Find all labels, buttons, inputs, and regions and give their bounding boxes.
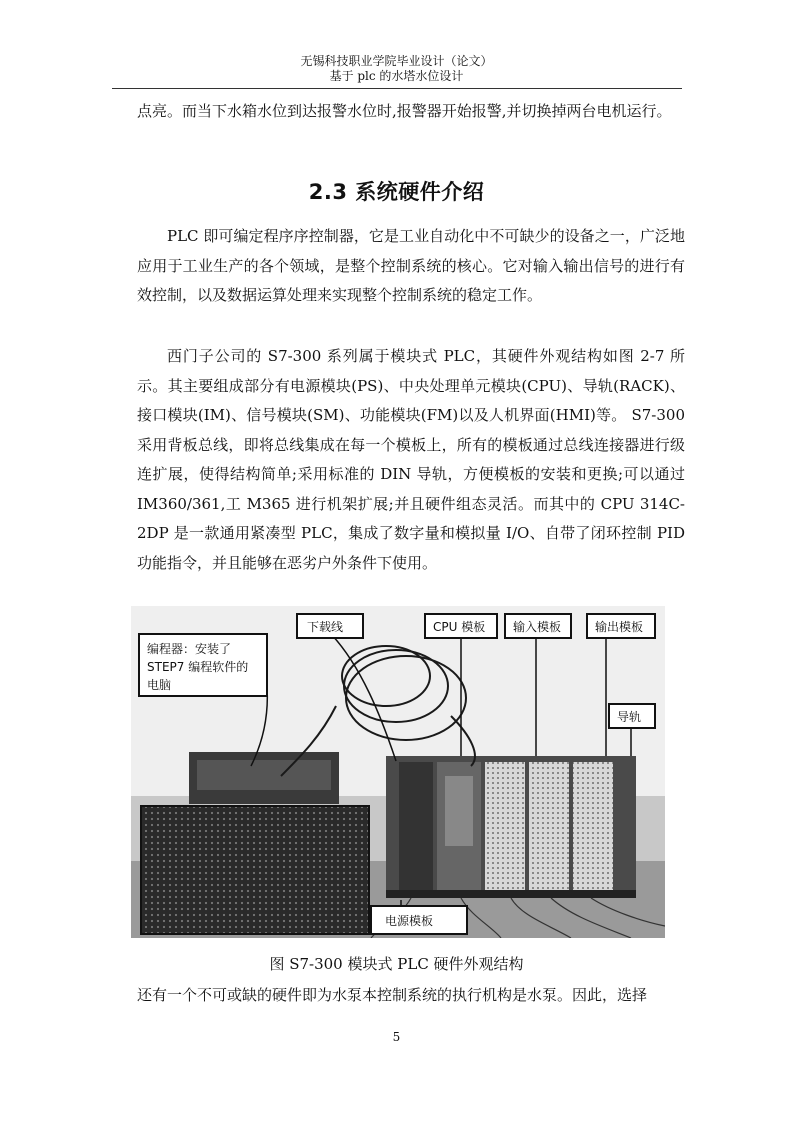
input-module [485,762,525,890]
label-download-cable [297,614,363,638]
label-download-cable-text: 下载线 [307,620,344,634]
label-programmer [139,634,267,696]
paragraph-water-pump: 还有一个不可或缺的硬件即为水泵本控制系统的执行机构是水泵。因此，选择 [137,986,648,1004]
input-module-2 [529,762,569,890]
page-number: 5 [392,1030,401,1044]
label-input-module-text: 输入模板 [513,620,562,634]
label-programmer-line3: 电脑 [147,678,172,692]
label-output-module-text: 输出模板 [595,620,644,634]
plc-hardware-figure [131,606,665,938]
output-module [573,762,613,890]
plc-photo [131,606,665,938]
page-header [0,54,793,84]
paragraph-plc-intro: PLC 即可编定程序序控制器，它是工业自动化中不可缺少的设备之一，广泛地应用于工业生产的各个领域，是整个控制系统的核心。它对输入输出信号的进行有效控制，以及数据运算处理来实现整个控制系统的稳定工作。 [137,227,685,304]
label-power-module [371,906,467,934]
label-input-module [505,614,571,638]
plc-rack [386,756,636,898]
header-rule [112,88,682,89]
label-rail [609,704,655,728]
section-title: 2.3 系统硬件介绍 [308,180,485,204]
din-rail [386,890,636,898]
figure-caption: 图 S7-300 模块式 PLC 硬件外观结构 [269,955,524,973]
header-line-1: 无锡科技职业学院毕业设计（论文） [300,54,493,68]
label-cpu-module-text: CPU 模板 [433,620,486,634]
label-rail-text: 导轨 [617,710,642,724]
label-programmer-line2: STEP7 编程软件的 [147,660,249,674]
paragraph-s7-300: 西门子公司的 S7-300 系列属于模块式 PLC，其硬件外观结构如图 2-7 所示。其主要组成部分有电源模块(PS)、中央处理单元模块(CPU)、导轨(RACK)、接口模块(IM)、信号模块(SM)、功能模块(FM)以及人机界面(HMI)等。 S7-300 采用背板总线，即将总线集成在每一个模板上，所有的模板通过总线连接器进行级连扩展，使得结构简单;采用标准的 DIN 导轨，方便模板的安装和更换;可以通过 IM360/361,工 M365 进行机架扩展;并且硬件组态灵活。而其中的 CPU 314C-2DP 是一款通用紧凑型 PLC，集成了数字量和模拟量 I/O、自带了闭环控制 PID 功能指令，并且能够在恶劣户外条件下使用。 [137,347,685,572]
label-power-module-text: 电源模板 [385,914,434,928]
label-cpu-module [425,614,497,638]
power-module [399,762,433,890]
header-line-2: 基于 plc 的水塔水位设计 [329,69,464,83]
paragraph-continued: 点亮。而当下水箱水位到达报警水位时,报警器开始报警,并切换掉两台电机运行。 [137,102,672,120]
label-programmer-line1: 编程器：安装了 [147,642,232,656]
label-output-module [587,614,655,638]
